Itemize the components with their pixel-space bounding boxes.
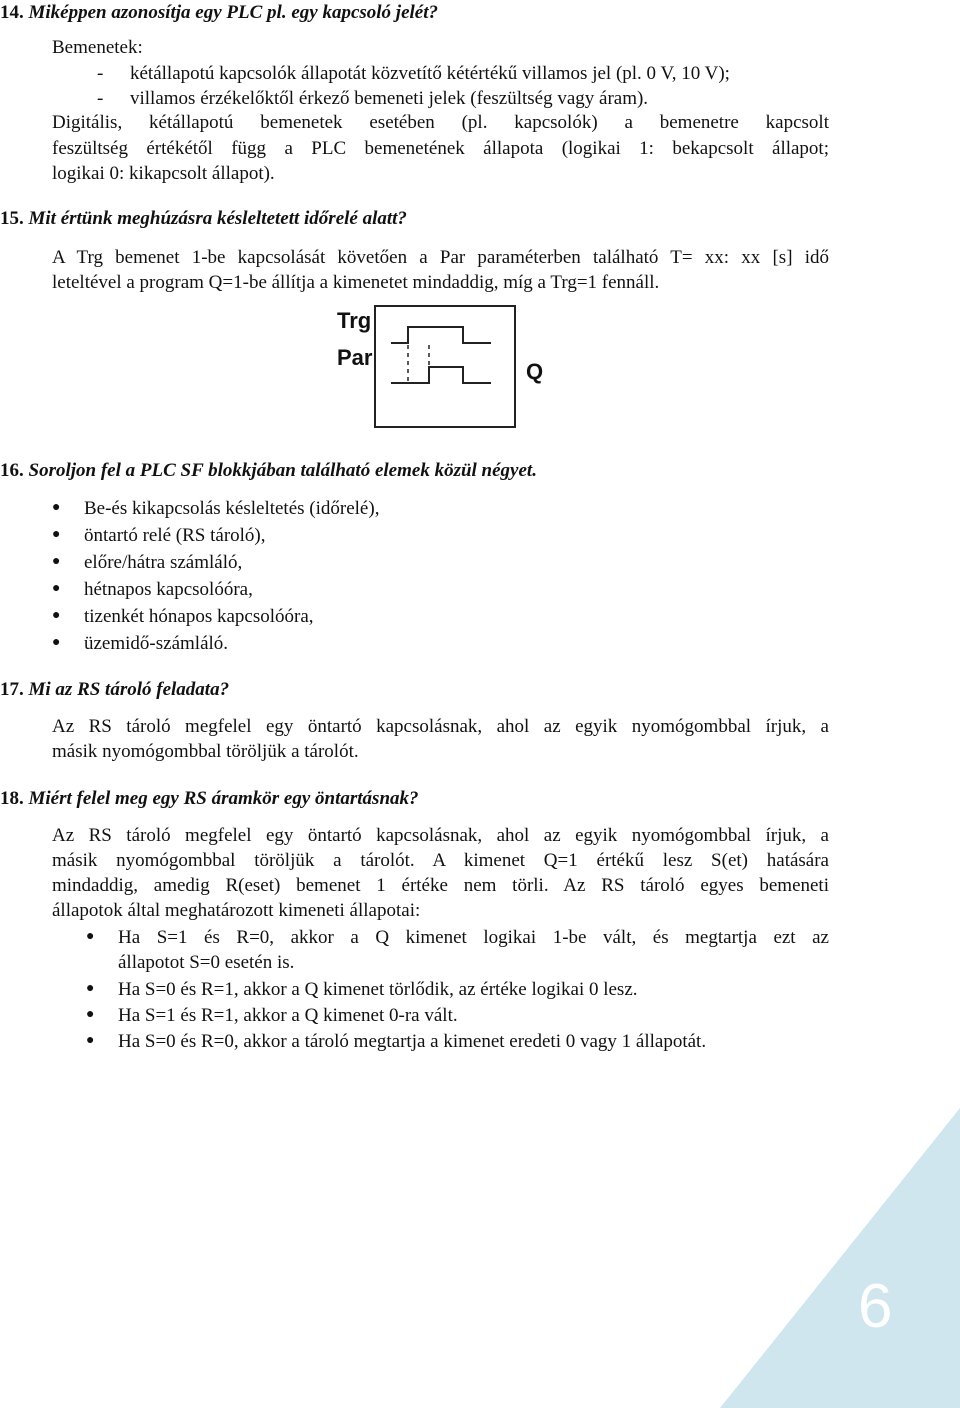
q17-number: 17. bbox=[0, 679, 24, 700]
bullet-icon: ● bbox=[86, 981, 95, 996]
q16-title: Soroljon fel a PLC SF blokkjában található elemek közül négyet. bbox=[28, 460, 537, 481]
q17-line-2: másik nyomógombbal töröljük a tárolót. bbox=[52, 741, 359, 762]
corner-decoration bbox=[720, 1108, 960, 1408]
q14-item-2: villamos érzékelőktől érkező bemeneti jelek (feszültség vagy áram). bbox=[130, 88, 649, 109]
bullet-icon: ● bbox=[52, 608, 61, 623]
q17-title: Mi az RS tároló feladata? bbox=[28, 679, 230, 700]
q-label: Q bbox=[526, 359, 544, 384]
q16-item-3: előre/hátra számláló, bbox=[84, 552, 243, 573]
q-pulse bbox=[391, 367, 491, 383]
q16-item-4: hétnapos kapcsolóóra, bbox=[84, 579, 253, 600]
q18-item-2: Ha S=0 és R=1, akkor a Q kimenet törlődik, az értéke logikai 0 lesz. bbox=[118, 979, 638, 1000]
page-number: 6 bbox=[858, 1272, 893, 1341]
bullet-icon: ● bbox=[86, 929, 95, 944]
q14-title: Miképpen azonosítja egy PLC pl. egy kapcsoló jelét? bbox=[28, 2, 439, 23]
corner-triangle bbox=[720, 1108, 960, 1408]
bullet-icon: ● bbox=[52, 527, 61, 542]
bullet-icon: ● bbox=[52, 554, 61, 569]
trg-pulse bbox=[391, 327, 491, 343]
bullet-icon: ● bbox=[52, 500, 61, 515]
q18-line-1: Az RS tároló megfelel egy öntartó kapcsolásnak, ahol az egyik nyomógombbal írjuk, a bbox=[52, 825, 829, 846]
q14-number: 14. bbox=[0, 2, 24, 23]
q18-item-1-cont: állapotot S=0 esetén is. bbox=[118, 952, 295, 973]
q16-heading bbox=[0, 458, 537, 484]
q14-dash-2: - bbox=[97, 88, 104, 109]
q18-line-2: másik nyomógombbal töröljük a tárolót. A kimenet Q=1 értékű lesz S(et) hatására bbox=[52, 850, 829, 871]
bullet-icon: ● bbox=[52, 635, 61, 650]
trg-label: Trg bbox=[337, 308, 372, 333]
q14-dash-1: - bbox=[97, 63, 104, 84]
q16-item-6: üzemidő-számláló. bbox=[84, 633, 229, 654]
q15-line-2: leteltével a program Q=1-be állítja a kimenetet mindaddig, míg a Trg=1 fennáll. bbox=[52, 272, 660, 293]
q15-heading bbox=[0, 206, 407, 232]
q16-item-2: öntartó relé (RS tároló), bbox=[84, 525, 266, 546]
q14-item-1: kétállapotú kapcsolók állapotát közvetítő kétértékű villamos jel (pl. 0 V, 10 V); bbox=[130, 63, 730, 84]
q16-number: 16. bbox=[0, 460, 24, 481]
q18-line-3: mindaddig, amedig R(eset) bemenet 1 értéke nem törli. Az RS tároló egyes bemeneti bbox=[52, 875, 829, 896]
q15-title: Mit értünk meghúzásra késleltetett időrelé alatt? bbox=[28, 208, 407, 229]
q18-number: 18. bbox=[0, 788, 24, 809]
q18-heading bbox=[0, 786, 419, 812]
q18-item-1: Ha S=1 és R=0, akkor a Q kimenet logikai 1-be vált, és megtartja ezt az bbox=[118, 927, 829, 948]
q15-number: 15. bbox=[0, 208, 24, 229]
q16-item-1: Be-és kikapcsolás késleltetés (időrelé), bbox=[84, 498, 380, 519]
q18-title: Miért felel meg egy RS áramkör egy öntartásnak? bbox=[28, 788, 419, 809]
q14-line-3: logikai 0: kikapcsolt állapot). bbox=[52, 163, 275, 184]
q17-line-1: Az RS tároló megfelel egy öntartó kapcsolásnak, ahol az egyik nyomógombbal írjuk, a bbox=[52, 716, 829, 737]
q15-line-1: A Trg bemenet 1-be kapcsolását követően a Par paraméterben található T= xx: xx [s] idő bbox=[52, 247, 829, 268]
par-label: Par bbox=[337, 345, 373, 370]
q14-line-2: feszültség értékétől függ a PLC bemenetének állapota (logikai 1: bekapcsolt állapot; bbox=[52, 138, 829, 159]
timing-diagram bbox=[333, 305, 583, 430]
q18-item-3: Ha S=1 és R=1, akkor a Q kimenet 0-ra vált. bbox=[118, 1005, 458, 1026]
bullet-icon: ● bbox=[86, 1033, 95, 1048]
bullet-icon: ● bbox=[52, 581, 61, 596]
q17-heading bbox=[0, 677, 229, 703]
bullet-icon: ● bbox=[86, 1007, 95, 1022]
q18-item-4: Ha S=0 és R=0, akkor a tároló megtartja a kimenet eredeti 0 vagy 1 állapotát. bbox=[118, 1031, 707, 1052]
q14-heading bbox=[0, 0, 438, 26]
q14-line-1: Digitális, kétállapotú bemenetek esetében (pl. kapcsolók) a bemenetre kapcsolt bbox=[52, 112, 829, 133]
q18-line-4: állapotok által meghatározott kimeneti állapotai: bbox=[52, 900, 421, 921]
q16-item-5: tizenkét hónapos kapcsolóóra, bbox=[84, 606, 314, 627]
q14-inputs-label: Bemenetek: bbox=[52, 37, 143, 58]
